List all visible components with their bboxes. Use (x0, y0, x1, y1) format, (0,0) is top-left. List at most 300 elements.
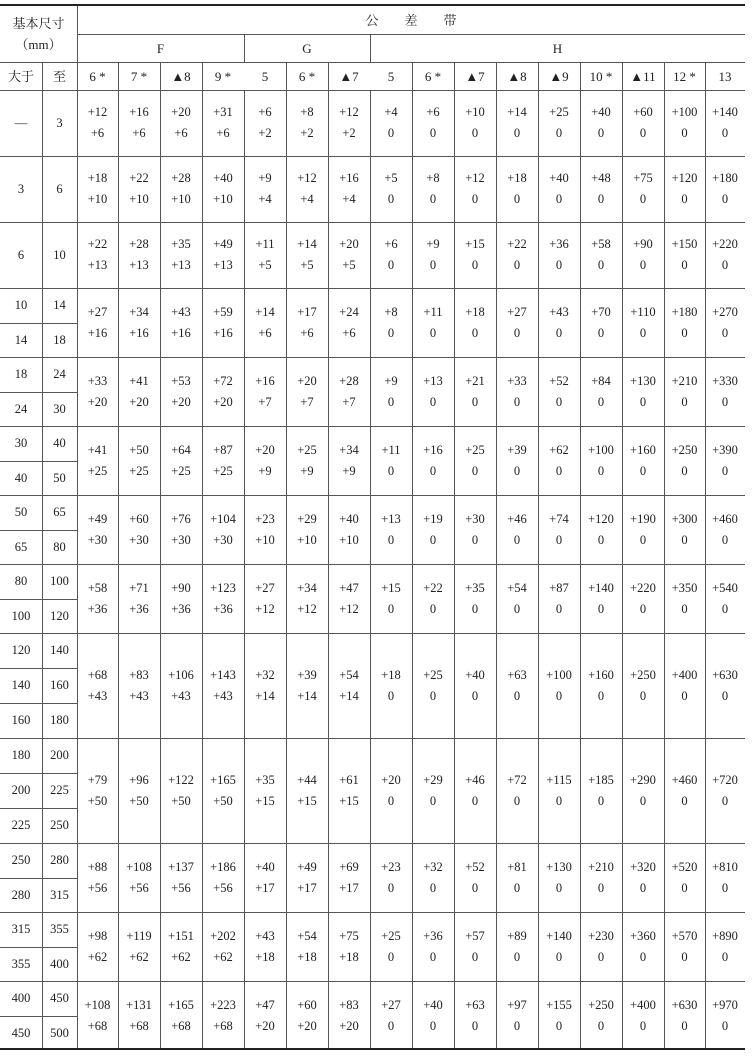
upper-deviation: +151 (168, 928, 194, 943)
grid-line (202, 62, 203, 90)
size-to: 40 (53, 436, 66, 450)
lower-deviation: +30 (87, 532, 108, 547)
lower-deviation: 0 (471, 793, 479, 808)
lower-deviation: +10 (255, 532, 275, 547)
upper-deviation: +130 (630, 373, 656, 388)
upper-deviation: +43 (255, 928, 275, 943)
tolerance-cell (244, 495, 286, 564)
grid-line (118, 90, 119, 1048)
upper-deviation: +190 (630, 511, 656, 526)
tolerance-cell (328, 222, 370, 288)
upper-deviation: +270 (712, 304, 738, 319)
lower-deviation: 0 (555, 325, 563, 340)
sub-row-line (0, 947, 77, 948)
tolerance-cell (412, 981, 454, 1050)
lower-deviation: +68 (213, 1018, 233, 1033)
tolerance-cell (454, 495, 496, 564)
size-from: 250 (11, 853, 31, 867)
lower-deviation: 0 (639, 325, 647, 340)
tolerance-cell (118, 90, 160, 156)
lower-deviation: +20 (297, 1018, 317, 1033)
tolerance-cell (370, 495, 412, 564)
upper-deviation: +16 (255, 373, 275, 388)
tolerance-cell (454, 843, 496, 912)
size-from: 200 (11, 783, 31, 798)
tolerance-cell (370, 981, 412, 1050)
tolerance-cell (286, 564, 328, 633)
tolerance-cell (454, 738, 496, 843)
upper-deviation: +22 (423, 580, 443, 595)
lower-deviation: 0 (387, 532, 395, 547)
lower-deviation: 0 (555, 688, 563, 703)
tolerance-cell (160, 288, 202, 357)
lower-deviation: +56 (213, 880, 233, 895)
tolerance-cell (622, 357, 664, 426)
group-header-h: H (552, 40, 563, 56)
upper-deviation: +40 (465, 667, 485, 682)
tolerance-cell (580, 156, 622, 222)
upper-deviation: +14 (255, 304, 275, 319)
tolerance-cell (538, 495, 580, 564)
lower-deviation: 0 (721, 258, 729, 272)
lower-deviation: 0 (513, 192, 521, 206)
lower-deviation: 0 (597, 880, 605, 895)
tolerance-cell (705, 426, 745, 495)
tolerance-cell (286, 738, 328, 843)
lower-deviation: 0 (555, 949, 563, 964)
size-to: 18 (53, 332, 66, 347)
lower-deviation: +30 (213, 532, 233, 547)
tolerance-cell (77, 156, 118, 222)
upper-deviation: +35 (255, 772, 275, 787)
upper-deviation: +20 (339, 237, 359, 251)
upper-deviation: +330 (712, 373, 738, 388)
size-to: 500 (50, 1025, 69, 1040)
lower-deviation: 0 (429, 192, 437, 206)
sub-row-line (0, 323, 77, 324)
upper-deviation: +202 (210, 928, 236, 943)
upper-deviation: +49 (213, 237, 233, 251)
lower-deviation: 0 (639, 688, 647, 703)
tolerance-cell (622, 633, 664, 738)
tolerance-cell (496, 357, 538, 426)
size-from: 400 (11, 991, 31, 1005)
upper-deviation: +540 (712, 580, 738, 595)
grade-header: ▲7 (465, 68, 485, 84)
upper-deviation: +165 (210, 772, 236, 787)
tolerance-cell (496, 426, 538, 495)
lower-deviation: 0 (513, 325, 521, 340)
tolerance-cell (160, 912, 202, 981)
upper-deviation: +290 (630, 772, 656, 787)
lower-deviation: +20 (171, 394, 191, 409)
tolerance-cell (328, 495, 370, 564)
size-to: 140 (50, 643, 69, 658)
lower-deviation: +16 (129, 325, 149, 340)
tolerance-cell (118, 912, 160, 981)
upper-deviation: +72 (507, 772, 527, 787)
tolerance-cell (328, 738, 370, 843)
tolerance-cell (412, 738, 454, 843)
grid-line (412, 62, 413, 90)
size-to: 80 (53, 539, 66, 554)
grid-line (370, 34, 371, 62)
tolerance-cell (412, 357, 454, 426)
upper-deviation: +25 (465, 442, 485, 457)
lower-deviation: 0 (555, 880, 563, 895)
tolerance-cell (202, 633, 244, 738)
lower-deviation: 0 (681, 793, 688, 808)
tolerance-cell (454, 357, 496, 426)
tolerance-cell (705, 156, 745, 222)
lower-deviation: +13 (87, 258, 108, 272)
tolerance-cell (202, 156, 244, 222)
tolerance-zone-title: 公 差 带 (365, 12, 457, 28)
sub-row-line (0, 878, 77, 879)
upper-deviation: +40 (423, 997, 443, 1012)
grid-line (77, 34, 745, 35)
upper-deviation: +18 (381, 667, 401, 682)
tolerance-cell (370, 564, 412, 633)
lower-deviation: 0 (429, 880, 437, 895)
tolerance-cell (118, 981, 160, 1050)
grade-header: 7 * (130, 68, 148, 84)
upper-deviation: +46 (507, 511, 527, 526)
sub-row-line (0, 392, 77, 393)
lower-deviation: +43 (129, 688, 149, 703)
upper-deviation: +25 (381, 928, 401, 943)
upper-deviation: +180 (712, 171, 738, 185)
lower-deviation: 0 (513, 532, 521, 547)
tolerance-cell (202, 564, 244, 633)
lower-deviation: +30 (171, 532, 191, 547)
upper-deviation: +100 (671, 105, 698, 119)
tolerance-cell (244, 738, 286, 843)
lower-deviation: 0 (429, 793, 437, 808)
grid-line (370, 90, 371, 1048)
lower-deviation: 0 (387, 793, 395, 808)
lower-deviation: 0 (681, 880, 688, 895)
lower-deviation: +25 (213, 463, 233, 478)
grid-line (580, 62, 581, 90)
upper-deviation: +40 (591, 105, 611, 119)
upper-deviation: +54 (339, 667, 359, 682)
lower-deviation: 0 (471, 949, 479, 964)
upper-deviation: +60 (297, 997, 317, 1012)
upper-deviation: +89 (507, 928, 527, 943)
upper-deviation: +210 (671, 373, 698, 388)
tolerance-cell (328, 912, 370, 981)
tolerance-cell (244, 222, 286, 288)
lower-deviation: +6 (132, 126, 146, 140)
tolerance-cell (580, 426, 622, 495)
size-to: 400 (50, 956, 69, 971)
lower-deviation: 0 (387, 880, 395, 895)
lower-deviation: +15 (339, 793, 359, 808)
upper-deviation: +890 (712, 928, 738, 943)
upper-deviation: +21 (465, 373, 485, 388)
upper-deviation: +58 (87, 580, 108, 595)
lower-deviation: 0 (429, 325, 437, 340)
lower-deviation: +56 (87, 880, 108, 895)
upper-deviation: +250 (671, 442, 698, 457)
sub-row-line (0, 773, 77, 774)
tolerance-cell (538, 912, 580, 981)
lower-deviation: 0 (597, 949, 605, 964)
size-to: 200 (50, 748, 69, 763)
lower-deviation: +36 (87, 601, 108, 616)
tolerance-cell (202, 90, 244, 156)
upper-deviation: +10 (465, 105, 485, 119)
tolerance-cell (412, 843, 454, 912)
lower-deviation: 0 (471, 688, 479, 703)
lower-deviation: 0 (471, 532, 479, 547)
tolerance-cell (118, 288, 160, 357)
upper-deviation: +400 (671, 667, 698, 682)
tolerance-cell (454, 288, 496, 357)
upper-deviation: +140 (588, 580, 614, 595)
upper-deviation: +43 (171, 304, 191, 319)
upper-deviation: +300 (671, 511, 698, 526)
lower-deviation: 0 (597, 688, 605, 703)
tolerance-cell (286, 981, 328, 1050)
lower-deviation: +68 (171, 1018, 191, 1033)
grid-line (538, 62, 539, 90)
lower-deviation: 0 (555, 532, 563, 547)
upper-deviation: +108 (126, 859, 152, 874)
size-to: 180 (50, 713, 69, 728)
tolerance-cell (622, 981, 664, 1050)
lower-deviation: 0 (639, 192, 647, 206)
size-from: 140 (11, 678, 31, 693)
lower-deviation: +9 (342, 463, 356, 478)
tolerance-cell (496, 738, 538, 843)
upper-deviation: +14 (297, 237, 317, 251)
tolerance-cell (244, 288, 286, 357)
upper-deviation: +49 (297, 859, 317, 874)
tolerance-cell (454, 564, 496, 633)
tolerance-cell (622, 222, 664, 288)
tolerance-cell (538, 288, 580, 357)
upper-deviation: +230 (588, 928, 614, 943)
tolerance-cell (370, 633, 412, 738)
upper-deviation: +223 (210, 997, 236, 1012)
tolerance-cell (202, 738, 244, 843)
lower-deviation: 0 (597, 258, 605, 272)
lower-deviation: +68 (87, 1018, 108, 1033)
size-to: 160 (50, 678, 69, 693)
upper-deviation: +40 (549, 171, 569, 185)
lower-deviation: 0 (429, 1018, 437, 1033)
tolerance-cell (202, 912, 244, 981)
lower-deviation: +2 (258, 126, 272, 140)
lower-deviation: +12 (255, 601, 275, 616)
upper-deviation: +720 (712, 772, 738, 787)
upper-deviation: +520 (671, 859, 698, 874)
lower-deviation: 0 (555, 192, 563, 206)
size-from: 100 (11, 608, 31, 623)
lower-deviation: 0 (387, 463, 395, 478)
tolerance-cell (202, 843, 244, 912)
tolerance-cell (705, 981, 745, 1050)
lower-deviation: +36 (213, 601, 233, 616)
tolerance-cell (705, 90, 745, 156)
lower-deviation: 0 (721, 601, 729, 616)
tolerance-cell (370, 90, 412, 156)
lower-deviation: 0 (555, 1018, 563, 1033)
lower-deviation: +15 (255, 793, 275, 808)
tolerance-cell (118, 633, 160, 738)
lower-deviation: 0 (681, 1018, 688, 1033)
tolerance-cell (77, 738, 118, 843)
upper-deviation: +100 (588, 442, 614, 457)
lower-deviation: +18 (297, 949, 317, 964)
tolerance-cell (370, 288, 412, 357)
lower-deviation: 0 (471, 325, 479, 340)
upper-deviation: +8 (300, 105, 314, 119)
upper-deviation: +160 (588, 667, 614, 682)
tolerance-cell (622, 738, 664, 843)
upper-deviation: +14 (507, 105, 527, 119)
upper-deviation: +25 (549, 105, 569, 119)
tolerance-cell (496, 156, 538, 222)
tolerance-cell (705, 288, 745, 357)
tolerance-cell (370, 912, 412, 981)
lower-deviation: +50 (171, 793, 191, 808)
upper-deviation: +50 (129, 442, 149, 457)
lower-deviation: +10 (339, 532, 359, 547)
upper-deviation: +122 (168, 772, 194, 787)
upper-deviation: +57 (465, 928, 485, 943)
upper-deviation: +20 (297, 373, 317, 388)
upper-deviation: +32 (255, 667, 275, 682)
upper-deviation: +28 (171, 171, 191, 185)
grid-line (244, 90, 245, 1048)
upper-deviation: +17 (297, 304, 317, 319)
size-from: 50 (14, 505, 28, 519)
lower-deviation: +25 (129, 463, 149, 478)
tolerance-cell (328, 981, 370, 1050)
lower-deviation: 0 (597, 325, 605, 340)
upper-deviation: +13 (423, 373, 443, 388)
upper-deviation: +83 (339, 997, 359, 1012)
lower-deviation: 0 (471, 192, 479, 206)
upper-deviation: +630 (671, 997, 698, 1012)
upper-deviation: +9 (258, 171, 272, 185)
group-header-f: F (156, 40, 165, 56)
tolerance-cell (496, 564, 538, 633)
upper-deviation: +36 (549, 237, 569, 251)
size-from: — (14, 115, 28, 130)
tolerance-cell (118, 222, 160, 288)
lower-deviation: 0 (639, 126, 647, 140)
upper-deviation: +54 (297, 928, 317, 943)
tolerance-cell (77, 426, 118, 495)
lower-deviation: 0 (387, 126, 395, 140)
upper-deviation: +137 (168, 859, 194, 874)
lower-deviation: 0 (681, 325, 688, 340)
upper-deviation: +6 (426, 105, 440, 119)
lower-deviation: +25 (171, 463, 191, 478)
grid-line (580, 90, 581, 1048)
tolerance-cell (664, 912, 705, 981)
size-to: 24 (53, 367, 66, 381)
size-from: 65 (14, 539, 28, 554)
upper-deviation: +155 (546, 997, 572, 1012)
lower-deviation: 0 (555, 258, 563, 272)
lower-deviation: 0 (721, 880, 729, 895)
upper-deviation: +250 (588, 997, 614, 1012)
lower-deviation: 0 (471, 394, 479, 409)
upper-deviation: +75 (339, 928, 359, 943)
upper-deviation: +108 (84, 997, 111, 1012)
upper-deviation: +41 (87, 442, 108, 457)
size-from: 6 (17, 247, 25, 262)
upper-deviation: +98 (87, 928, 108, 943)
grid-line (664, 62, 665, 90)
tolerance-cell (538, 357, 580, 426)
upper-deviation: +11 (255, 237, 275, 251)
upper-deviation: +90 (171, 580, 191, 595)
lower-deviation: +62 (129, 949, 149, 964)
tolerance-cell (454, 90, 496, 156)
lower-deviation: +56 (171, 880, 191, 895)
upper-deviation: +28 (339, 373, 359, 388)
tolerance-cell (622, 564, 664, 633)
lower-deviation: +14 (297, 688, 317, 703)
tolerance-cell (328, 156, 370, 222)
lower-deviation: +25 (87, 463, 108, 478)
lower-deviation: 0 (639, 463, 647, 478)
lower-deviation: +7 (342, 394, 356, 409)
tolerance-cell (77, 564, 118, 633)
tolerance-cell (705, 222, 745, 288)
tolerance-cell (622, 426, 664, 495)
lower-deviation: +56 (129, 880, 149, 895)
lower-deviation: +13 (171, 258, 191, 272)
tolerance-cell (412, 222, 454, 288)
upper-deviation: +12 (465, 171, 485, 185)
lower-deviation: +18 (339, 949, 359, 964)
grid-line (496, 90, 497, 1048)
size-to: 450 (50, 991, 69, 1005)
tolerance-cell (496, 912, 538, 981)
basic-size-unit: （mm） (15, 37, 62, 52)
tolerance-cell (496, 633, 538, 738)
upper-deviation: +12 (87, 105, 108, 119)
size-to: 355 (50, 922, 69, 936)
upper-deviation: +27 (87, 304, 108, 319)
lower-deviation: 0 (639, 880, 647, 895)
lower-deviation: 0 (513, 394, 521, 409)
tolerance-cell (160, 495, 202, 564)
lower-deviation: +5 (342, 258, 356, 272)
lower-deviation: +4 (300, 192, 314, 206)
upper-deviation: +75 (633, 171, 653, 185)
tolerance-cell (160, 222, 202, 288)
upper-deviation: +5 (384, 171, 398, 185)
tolerance-cell (664, 564, 705, 633)
tolerance-cell (538, 222, 580, 288)
lower-deviation: +43 (171, 688, 191, 703)
lower-deviation: 0 (639, 532, 647, 547)
upper-deviation: +143 (210, 667, 236, 682)
grade-header: ▲8 (171, 68, 191, 84)
tolerance-cell (244, 981, 286, 1050)
upper-deviation: +34 (339, 442, 359, 457)
upper-deviation: +6 (258, 105, 272, 119)
lower-deviation: +43 (213, 688, 233, 703)
